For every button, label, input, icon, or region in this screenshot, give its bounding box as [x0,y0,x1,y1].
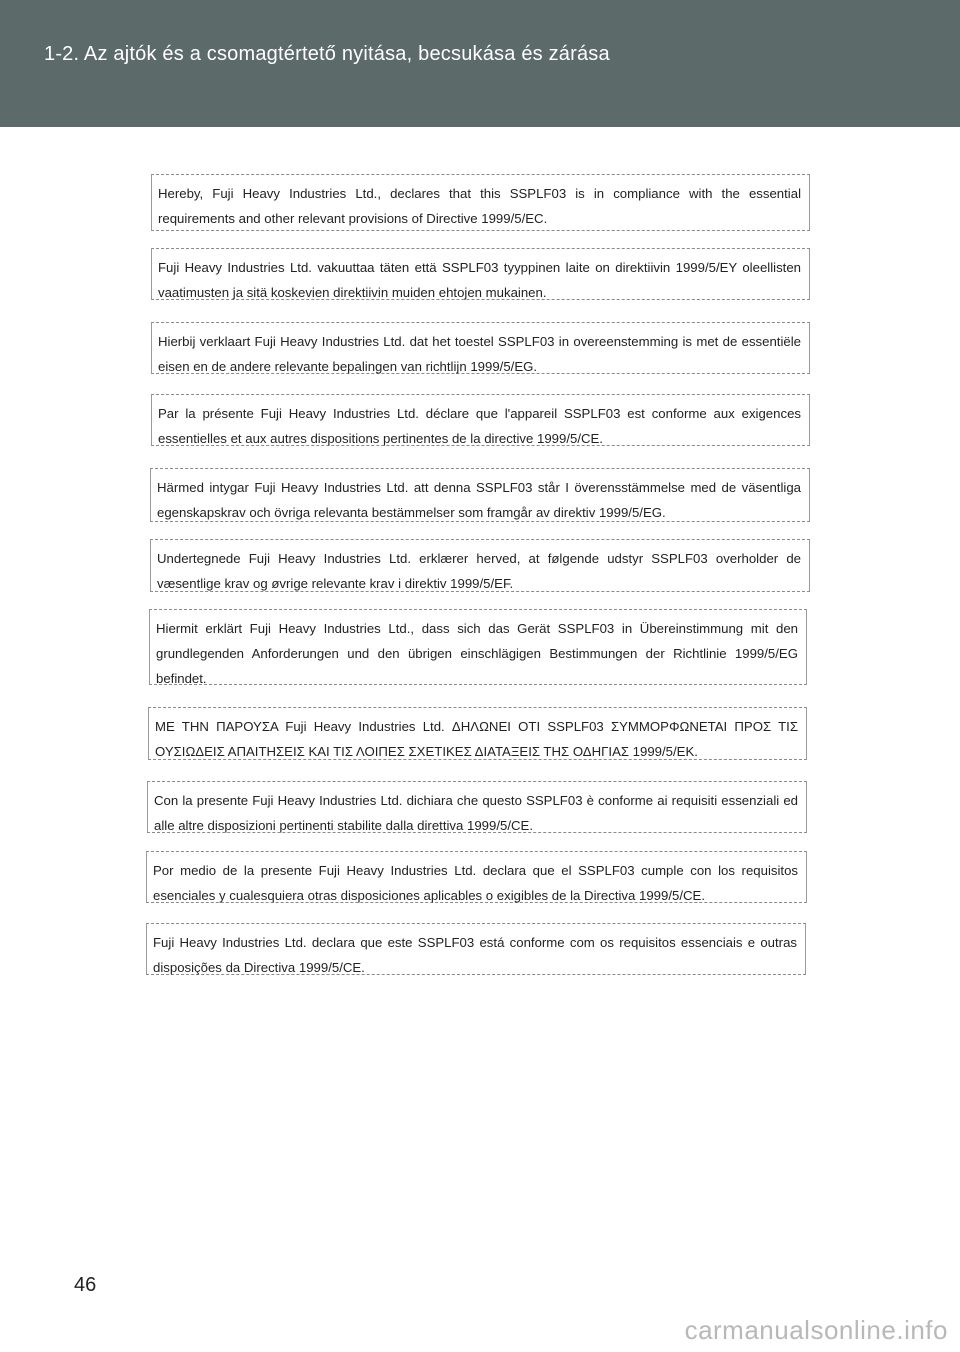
declaration-finnish: Fuji Heavy Industries Ltd. vakuuttaa täten että SSPLF03 tyyppinen laite on direktiivin 1999/5/EY oleellisten vaatimusten ja sitä koskevien direktiivin muiden ehtojen mukainen. [151,248,810,300]
watermark: carmanualsonline.info [684,1315,948,1345]
page-number: 46 [74,1274,97,1296]
declaration-french: Par la présente Fuji Heavy Industries Ltd. déclare que l'appareil SSPLF03 est conforme aux exigences essentielles et aux autres dispositions pertinentes de la directive 1999/5/CE. [151,394,810,446]
declaration-english: Hereby, Fuji Heavy Industries Ltd., declares that this SSPLF03 is in compliance with the essential requirements and other relevant provisions of Directive 1999/5/EC. [151,174,810,231]
declaration-greek: ΜΕ ΤΗΝ ΠΑΡΟΥΣΑ Fuji Heavy Industries Ltd. ΔΗΛΩΝΕΙ ΟΤΙ SSPLF03 ΣΥΜΜΟΡΦΩΝΕΤΑΙ ΠΡΟΣ ΤΙΣ ΟΥΣΙΩΔΕΙΣ ΑΠΑΙΤΗΣΕΙΣ ΚΑΙ ΤΙΣ ΛΟΙΠΕΣ ΣΧΕΤΙΚΕΣ ΔΙΑΤΑΞΕΙΣ ΤΗΣ ΟΔΗΓΙΑΣ 1999/5/ΕΚ. [148,707,807,760]
declaration-portuguese: Fuji Heavy Industries Ltd. declara que este SSPLF03 está conforme com os requisitos essenciais e outras disposições da Directiva 1999/5/CE. [146,923,806,975]
declaration-italian: Con la presente Fuji Heavy Industries Ltd. dichiara che questo SSPLF03 è conforme ai requisiti essenziali ed alle altre disposizioni pertinenti stabilite dalla direttiva 1999/5/CE. [147,781,807,833]
declaration-german: Hiermit erklärt Fuji Heavy Industries Ltd., dass sich das Gerät SSPLF03 in Übereinstimmung mit den grundlegenden Anforderungen und den übrigen einschlägigen Bestimmungen der Richtlinie 1999/5/EG befindet. [149,609,807,685]
declaration-spanish: Por medio de la presente Fuji Heavy Industries Ltd. declara que el SSPLF03 cumple con los requisitos esenciales y cualesquiera otras disposiciones aplicables o exigibles de la Directiva 1999/5/CE. [146,851,807,903]
declaration-dutch: Hierbij verklaart Fuji Heavy Industries Ltd. dat het toestel SSPLF03 in overeenstemming is met de essentiële eisen en de andere relevante bepalingen van richtlijn 1999/5/EG. [151,322,810,374]
page-header [0,0,960,127]
declaration-danish: Undertegnede Fuji Heavy Industries Ltd. erklærer herved, at følgende udstyr SSPLF03 overholder de væsentlige krav og øvrige relevante krav i direktiv 1999/5/EF. [150,539,810,592]
section-title: 1-2. Az ajtók és a csomagtértető nyitása, becsukása és zárása [44,43,610,65]
declaration-swedish: Härmed intygar Fuji Heavy Industries Ltd. att denna SSPLF03 står I överensstämmelse med de väsentliga egenskapskrav och övriga relevanta bestämmelser som framgår av direktiv 1999/5/EG. [150,468,810,522]
